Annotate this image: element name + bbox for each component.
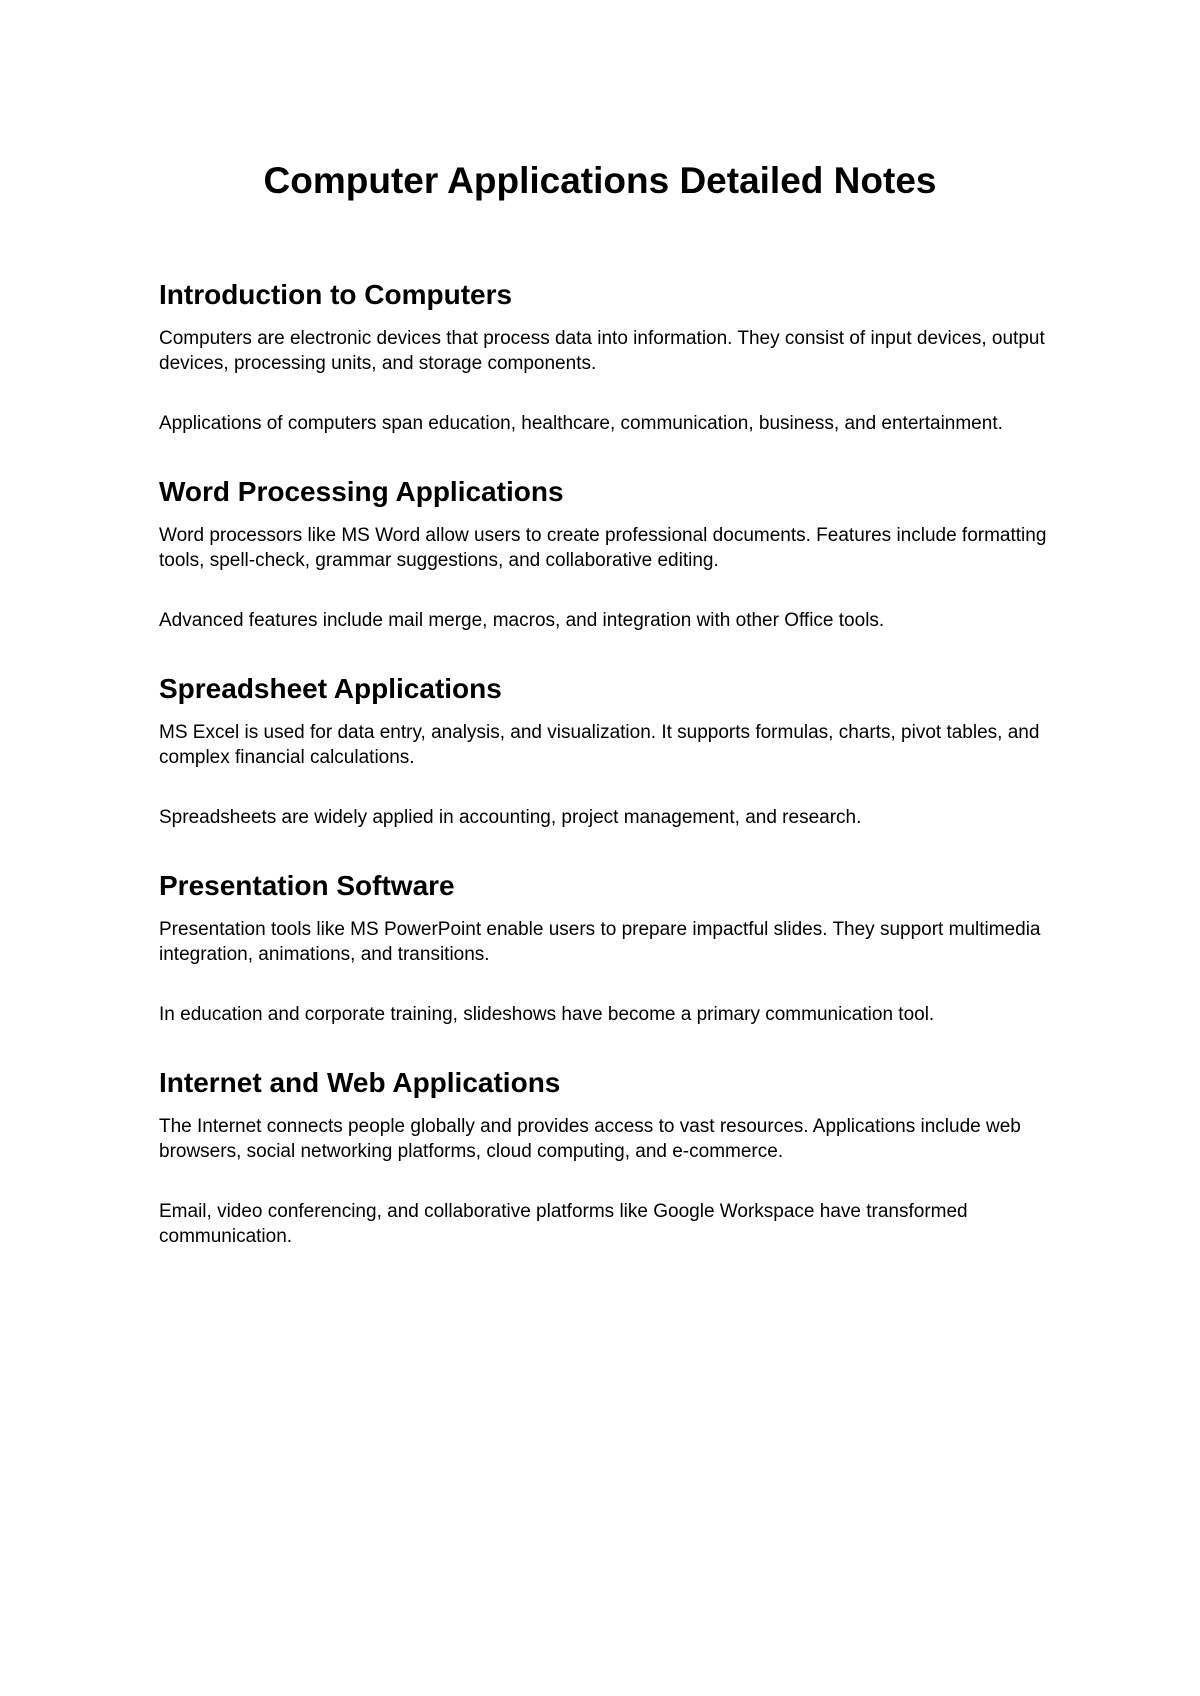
section-heading: Introduction to Computers [159,279,513,310]
section-paragraph: Spreadsheets are widely applied in accounting, project management, and research. [159,807,862,828]
section-paragraph: Email, video conferencing, and collaborative platforms like Google Workspace have transformed communication. [159,1201,968,1247]
page-title: Computer Applications Detailed Notes [263,160,937,201]
section-paragraph: Word processors like MS Word allow users to create professional documents. Features include formatting tools, spell-check, grammar suggestions, and collaborative editing. [159,525,1047,571]
section-internet-and-web-applications [159,1066,1059,1249]
section-presentation-software [159,869,1059,1027]
section-heading: Spreadsheet Applications [159,673,502,704]
section-paragraph: Applications of computers span education, healthcare, communication, business, and entertainment. [159,413,1003,434]
section-paragraph: Computers are electronic devices that process data into information. They consist of input devices, output devices, processing units, and storage components. [159,328,1045,374]
section-introduction-to-computers [159,278,1059,436]
section-heading: Internet and Web Applications [159,1067,561,1098]
section-word-processing-applications [159,475,1059,633]
section-paragraph: MS Excel is used for data entry, analysis, and visualization. It supports formulas, charts, pivot tables, and complex financial calculations. [159,722,1040,768]
section-heading: Presentation Software [159,870,455,901]
section-paragraph: Advanced features include mail merge, macros, and integration with other Office tools. [159,610,885,631]
section-spreadsheet-applications [159,672,1059,830]
document-body [159,278,1059,1249]
section-heading: Word Processing Applications [159,476,564,507]
section-paragraph: The Internet connects people globally and provides access to vast resources. Applications include web browsers, social networking platforms, cloud computing, and e-commerce. [159,1116,1021,1162]
section-paragraph: In education and corporate training, slideshows have become a primary communication tool. [159,1004,935,1025]
section-paragraph: Presentation tools like MS PowerPoint enable users to prepare impactful slides. They support multimedia integration, animations, and transitions. [159,919,1041,965]
